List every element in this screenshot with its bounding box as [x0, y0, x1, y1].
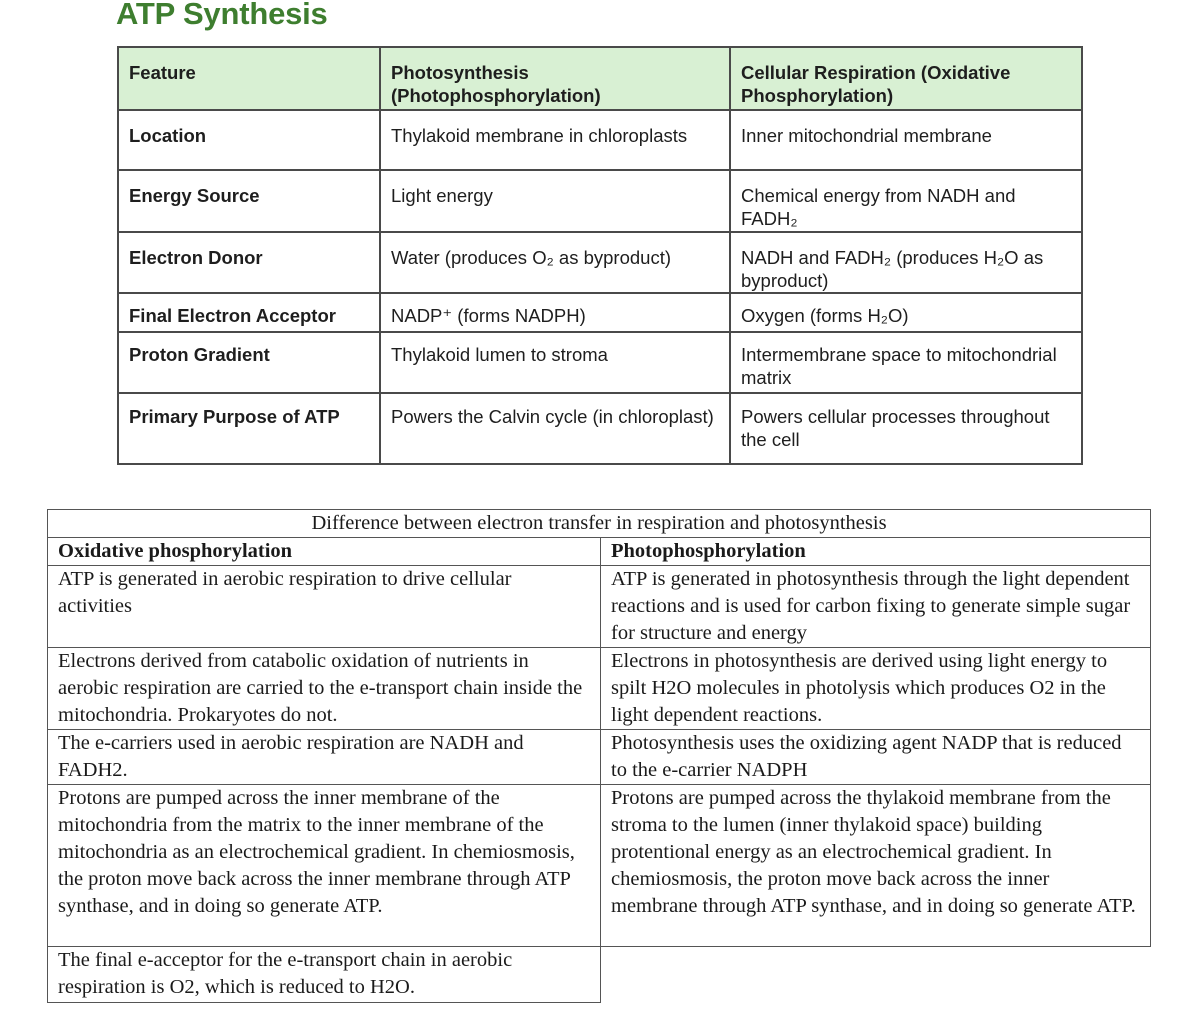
feature-cell: Energy Source	[118, 170, 380, 232]
respiration-cell: Intermembrane space to mitochondrial matrix	[730, 332, 1082, 393]
page-title: ATP Synthesis	[116, 0, 328, 31]
header-respiration: Cellular Respiration (Oxidative Phosphorylation)	[730, 47, 1082, 110]
feature-cell: Location	[118, 110, 380, 170]
oxidative-cell: Protons are pumped across the inner membrane of the mitochondria from the matrix to the inner membrane of the mitochondria as an electrochemical gradient. In chemiosmosis, the proton move back across the inner membrane through ATP synthase, and in doing so generate ATP.	[48, 785, 601, 947]
table-row	[48, 566, 1151, 648]
photo-cell: Protons are pumped across the thylakoid membrane from the stroma to the lumen (inner thylakoid space) building protentional energy as an electrochemical gradient. In chemiosmosis, the proton move back across the inner membrane through ATP synthase, and in doing so generate ATP.	[601, 785, 1151, 947]
table-row	[118, 393, 1082, 464]
photosynthesis-cell: Thylakoid lumen to stroma	[380, 332, 730, 393]
respiration-cell: Powers cellular processes throughout the cell	[730, 393, 1082, 464]
photosynthesis-cell: Thylakoid membrane in chloroplasts	[380, 110, 730, 170]
table-row	[118, 110, 1082, 170]
photo-cell: Photosynthesis uses the oxidizing agent NADP that is reduced to the e-carrier NADPH	[601, 730, 1151, 785]
respiration-cell: Inner mitochondrial membrane	[730, 110, 1082, 170]
table-row	[48, 785, 1151, 947]
table-row	[118, 332, 1082, 393]
table-row	[48, 947, 1151, 1003]
photo-cell: ATP is generated in photosynthesis through the light dependent reactions and is used for carbon fixing to generate simple sugar for structure and energy	[601, 566, 1151, 648]
table-header-row	[48, 538, 1151, 566]
header-photosynthesis: Photosynthesis (Photophosphorylation)	[380, 47, 730, 110]
photo-cell: Electrons in photosynthesis are derived using light energy to spilt H2O molecules in photolysis which produces O2 in the light dependent reactions.	[601, 648, 1151, 730]
table-header-row	[118, 47, 1082, 110]
photosynthesis-cell: Light energy	[380, 170, 730, 232]
feature-cell: Primary Purpose of ATP	[118, 393, 380, 464]
table-row	[118, 232, 1082, 293]
photo-cell	[601, 947, 1151, 1003]
header-feature: Feature	[118, 47, 380, 110]
oxidative-cell: Electrons derived from catabolic oxidation of nutrients in aerobic respiration are carried to the e-transport chain inside the mitochondria. Prokaryotes do not.	[48, 648, 601, 730]
table-caption-row	[48, 510, 1151, 538]
feature-cell: Final Electron Acceptor	[118, 293, 380, 332]
oxidative-cell: ATP is generated in aerobic respiration to drive cellular activities	[48, 566, 601, 648]
table-row	[48, 730, 1151, 785]
header-photophosphorylation: Photophosphorylation	[601, 538, 1151, 566]
table-caption: Difference between electron transfer in respiration and photosynthesis	[48, 510, 1151, 538]
feature-cell: Electron Donor	[118, 232, 380, 293]
photosynthesis-cell: Water (produces O₂ as byproduct)	[380, 232, 730, 293]
electron-transfer-difference-table	[47, 509, 1151, 1003]
respiration-cell: Chemical energy from NADH and FADH₂	[730, 170, 1082, 232]
table-row	[48, 648, 1151, 730]
feature-cell: Proton Gradient	[118, 332, 380, 393]
photosynthesis-cell: Powers the Calvin cycle (in chloroplast)	[380, 393, 730, 464]
respiration-cell: Oxygen (forms H₂O)	[730, 293, 1082, 332]
respiration-cell: NADH and FADH₂ (produces H₂O as byproduct)	[730, 232, 1082, 293]
table-row	[118, 293, 1082, 332]
photosynthesis-cell: NADP⁺ (forms NADPH)	[380, 293, 730, 332]
oxidative-cell: The e-carriers used in aerobic respiration are NADH and FADH2.	[48, 730, 601, 785]
atp-synthesis-comparison-table	[117, 46, 1083, 465]
oxidative-cell: The final e-acceptor for the e-transport chain in aerobic respiration is O2, which is reduced to H2O.	[48, 947, 601, 1003]
table-row	[118, 170, 1082, 232]
header-oxidative: Oxidative phosphorylation	[48, 538, 601, 566]
